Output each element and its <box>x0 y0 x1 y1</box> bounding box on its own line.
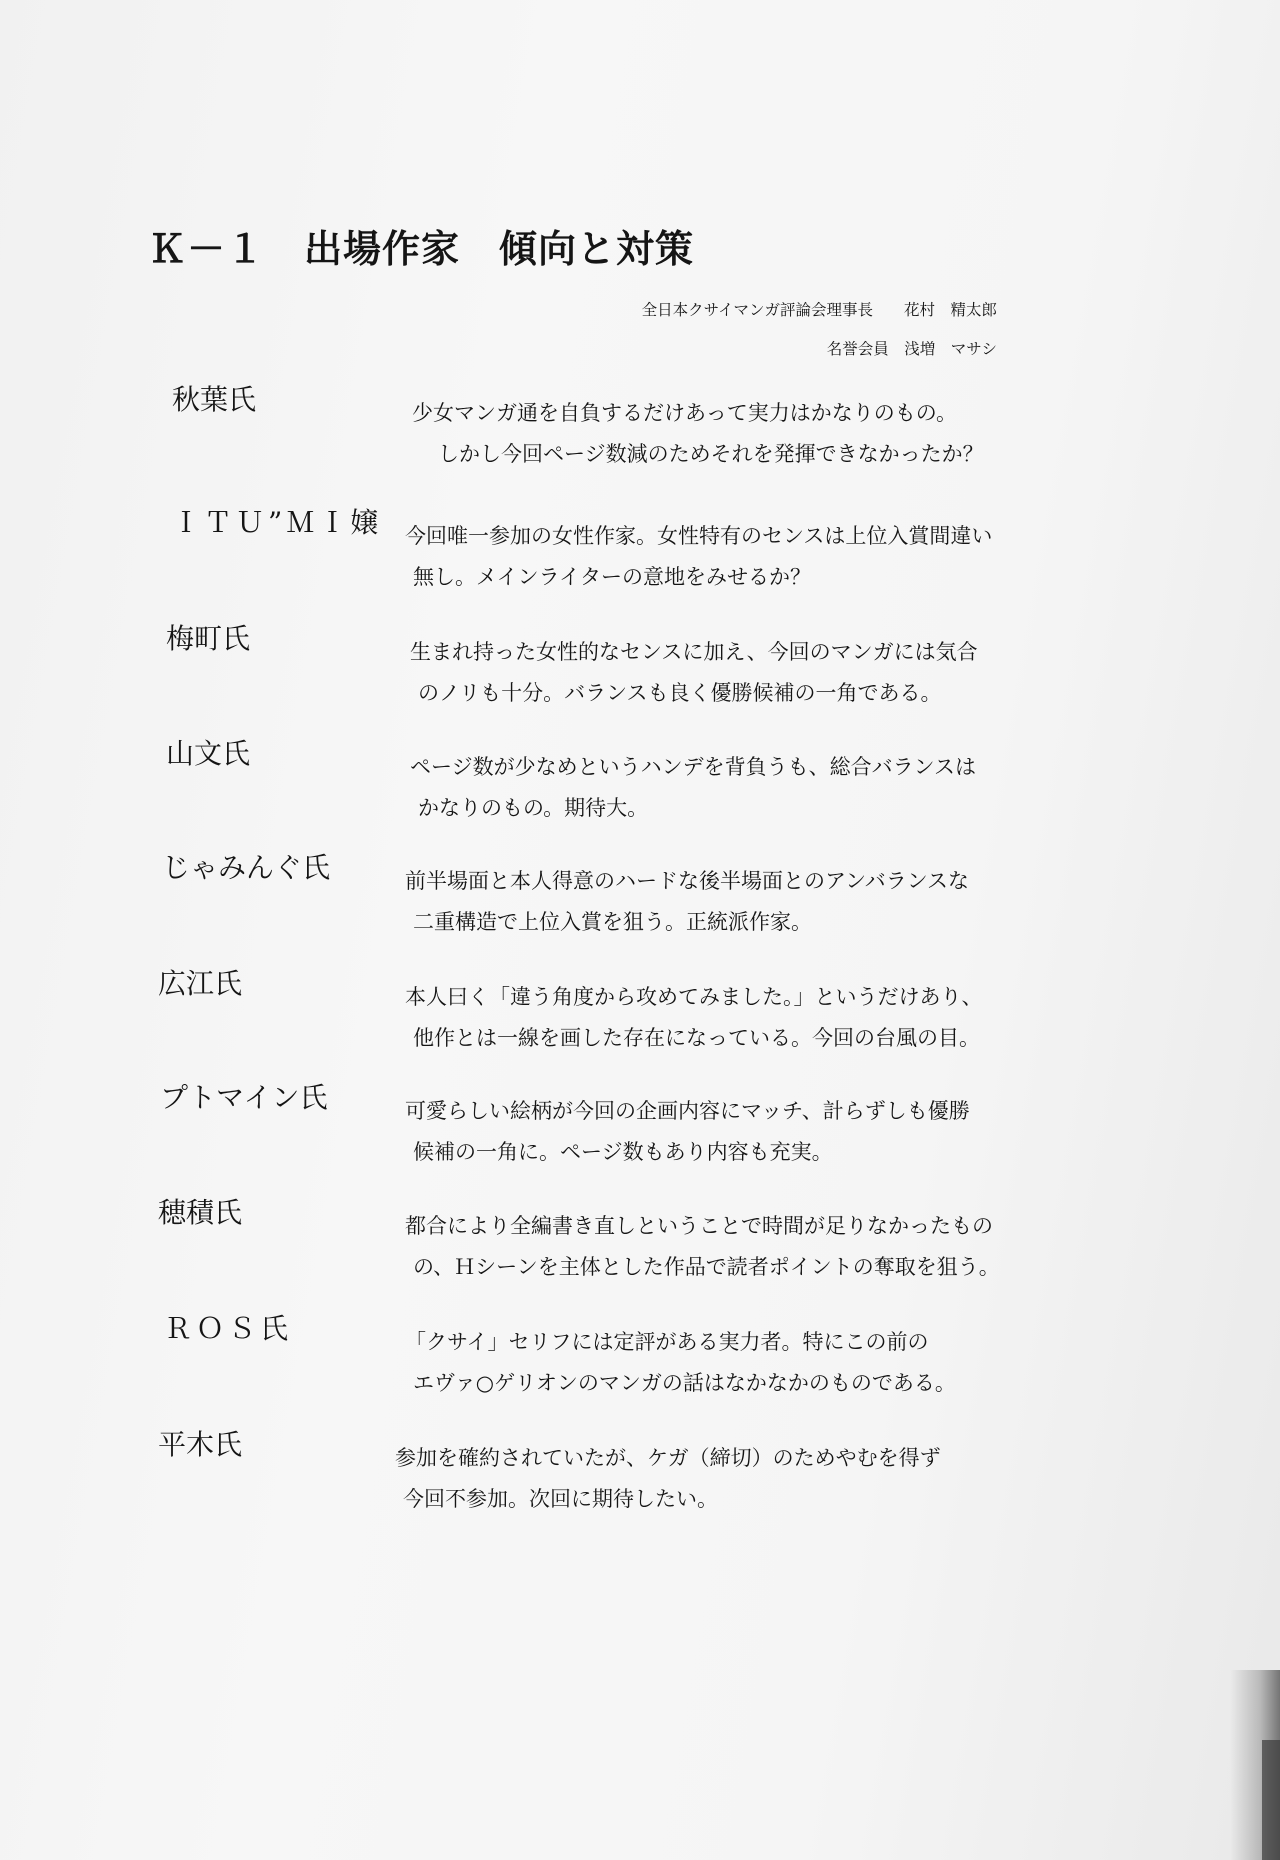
entry-item <box>0 737 1280 837</box>
entry-comment <box>395 1438 1035 1520</box>
comment-line: エヴァ○ゲリオンのマンガの話はなかなかのものである。 <box>413 1371 956 1395</box>
entry-name: 秋葉氏 <box>172 383 257 416</box>
page-title: Ｋ－１ 出場作家 傾向と対策 <box>148 227 695 271</box>
entry-item <box>0 1196 1280 1296</box>
entry-comment <box>405 1206 1045 1288</box>
entry-comment <box>410 747 1050 829</box>
comment-line: 都合により全編書き直しということで時間が足りなかったもの <box>405 1214 993 1238</box>
entry-name: 平木氏 <box>158 1428 243 1461</box>
entry-item <box>0 1081 1280 1181</box>
comment-line: ページ数が少なめというハンデを背負うも、総合バランスは <box>410 755 976 779</box>
entry-name: プトマイン氏 <box>160 1081 328 1114</box>
comment-line: 可愛らしい絵柄が今回の企画内容にマッチ、計らずしも優勝 <box>405 1099 970 1123</box>
entry-comment <box>405 977 1045 1059</box>
comment-line: しかし今回ページ数減のためそれを発揮できなかったか？ <box>438 442 984 466</box>
comment-line: 二重構造で上位入賞を狙う。正統派作家。 <box>413 910 812 934</box>
entry-name: じゃみんぐ氏 <box>162 851 331 884</box>
entry-name: 山文氏 <box>166 737 251 770</box>
entry-comment <box>405 1091 1045 1173</box>
comment-line: かなりのもの。期待大。 <box>418 796 649 820</box>
entry-name: ＲＯＳ氏 <box>164 1312 293 1345</box>
comment-line: 他作とは一線を画した存在になっている。今回の台風の目。 <box>413 1026 980 1050</box>
entry-name: ＩＴＵ”ＭＩ嬢 <box>172 506 383 539</box>
entry-name: 広江氏 <box>158 967 243 1000</box>
comment-line: 本人曰く「違う角度から攻めてみました。」というだけあり、 <box>405 985 983 1009</box>
entry-name: 穂積氏 <box>158 1196 243 1229</box>
entry-comment <box>405 516 1045 598</box>
comment-line: 無し。メインライターの意地をみせるか？ <box>413 565 811 589</box>
author-credit-honorary-member: 名誉会員 浅増 マサシ <box>826 340 997 358</box>
comment-line: のノリも十分。バランスも良く優勝候補の一角である。 <box>418 681 942 705</box>
entry-comment <box>410 632 1050 714</box>
entry-item <box>0 851 1280 951</box>
entry-comment <box>412 393 1052 475</box>
author-credit-chairman: 全日本クサイマンガ評論会理事長 花村 精太郎 <box>641 301 997 319</box>
comment-line: 「クサイ」セリフには定評がある実力者。特にこの前の <box>405 1330 929 1354</box>
entry-item <box>0 967 1280 1067</box>
entry-item <box>0 622 1280 722</box>
entry-item <box>0 1428 1280 1528</box>
comment-line: 参加を確約されていたが、ケガ（締切）のためやむを得ず <box>395 1446 941 1470</box>
comment-line: 今回不参加。次回に期待したい。 <box>403 1487 718 1511</box>
entry-item <box>0 506 1280 606</box>
comment-line: 今回唯一参加の女性作家。女性特有のセンスは上位入賞間違い <box>405 524 993 548</box>
entry-comment <box>405 1322 1045 1404</box>
entry-comment <box>405 861 1045 943</box>
comment-line: 前半場面と本人得意のハードな後半場面とのアンバランスな <box>405 869 970 893</box>
comment-line: 生まれ持った女性的なセンスに加え、今回のマンガには気合 <box>410 640 978 664</box>
entry-item <box>0 1312 1280 1412</box>
page-edge-shadow <box>1230 1670 1280 1860</box>
entry-item <box>0 383 1280 483</box>
comment-line: 少女マンガ通を自負するだけあって実力はかなりのもの。 <box>412 401 957 425</box>
comment-line: 候補の一角に。ページ数もあり内容も充実。 <box>413 1140 833 1164</box>
comment-line: の、Ｈシーンを主体とした作品で読者ポイントの奪取を狙う。 <box>413 1255 1000 1279</box>
entry-name: 梅町氏 <box>166 622 251 655</box>
